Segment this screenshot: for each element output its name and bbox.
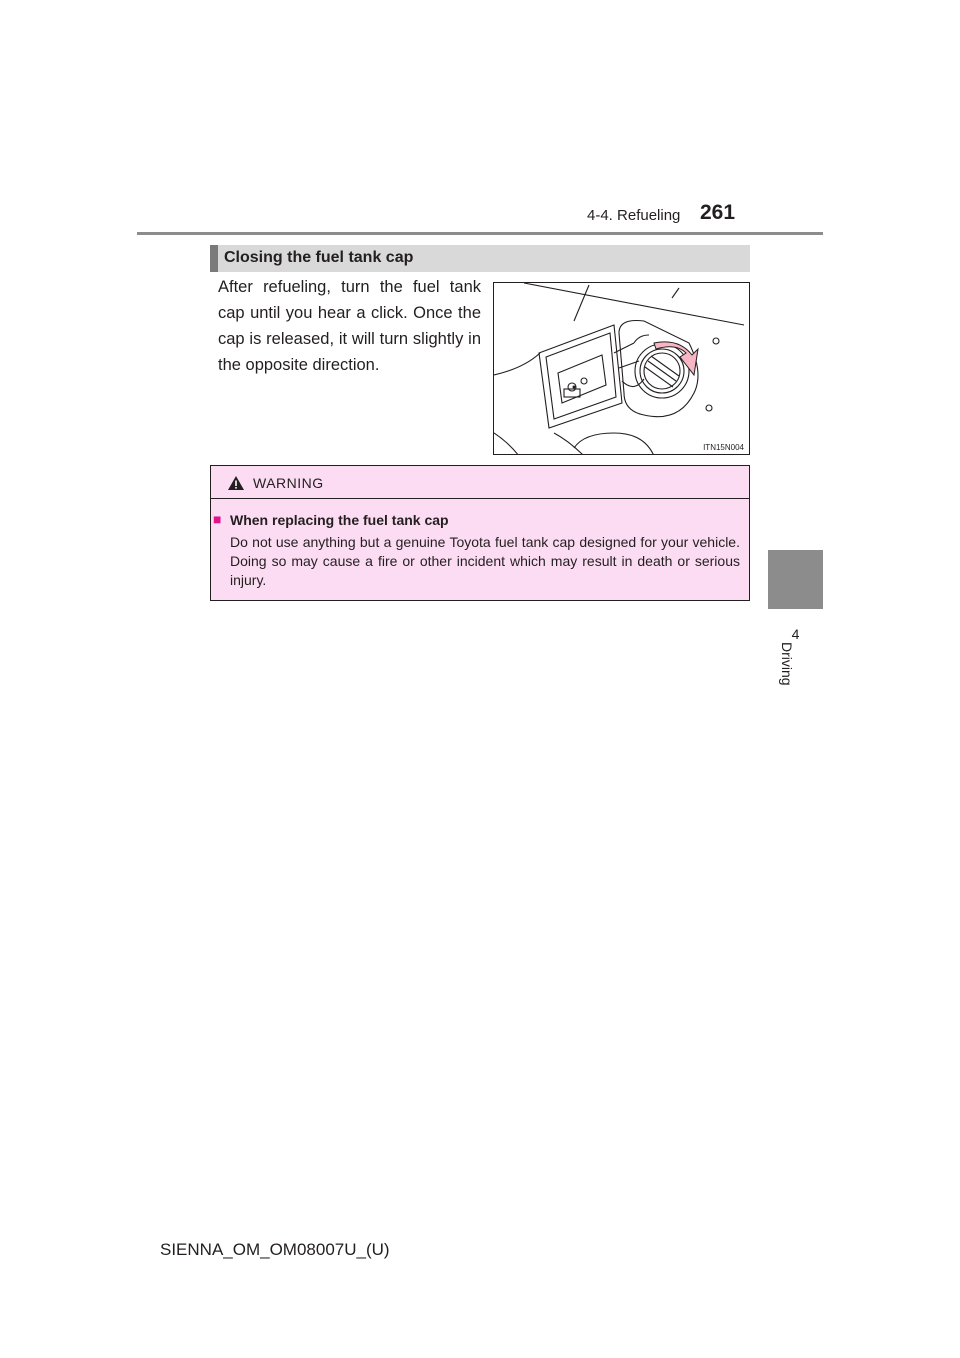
warning-header xyxy=(211,466,749,499)
section-title: Closing the fuel tank cap xyxy=(224,249,414,266)
warning-triangle-icon xyxy=(227,475,245,491)
section-body-text: After refueling, turn the fuel tank cap until you hear a click. Once the cap is released, it will turn slightly in the opposite direction. xyxy=(218,278,481,374)
warning-subtitle: When replacing the fuel tank cap xyxy=(230,512,449,528)
warning-title: WARNING xyxy=(253,475,324,491)
chapter-label: Driving xyxy=(779,642,795,686)
warning-box xyxy=(210,465,750,601)
section-heading xyxy=(210,245,750,272)
warning-bullet: ■ xyxy=(213,511,222,527)
fuel-cap-drawing xyxy=(494,283,750,455)
document-id: SIENNA_OM_OM08007U_(U) xyxy=(160,1240,390,1259)
header-rule xyxy=(137,232,823,235)
warning-text: Do not use anything but a genuine Toyota fuel tank cap designed for your vehicle. Doing so may cause a fire or other incident which may result in death or serious injury. xyxy=(230,534,740,588)
chapter-number: 4 xyxy=(791,626,800,642)
page-number: 261 xyxy=(700,201,736,224)
figure-code: ITN15N004 xyxy=(703,443,744,452)
warning-content xyxy=(211,499,749,600)
fuel-cap-illustration xyxy=(493,282,750,455)
chapter-tab xyxy=(768,550,823,609)
header-section-title: 4-4. Refueling xyxy=(587,207,681,224)
